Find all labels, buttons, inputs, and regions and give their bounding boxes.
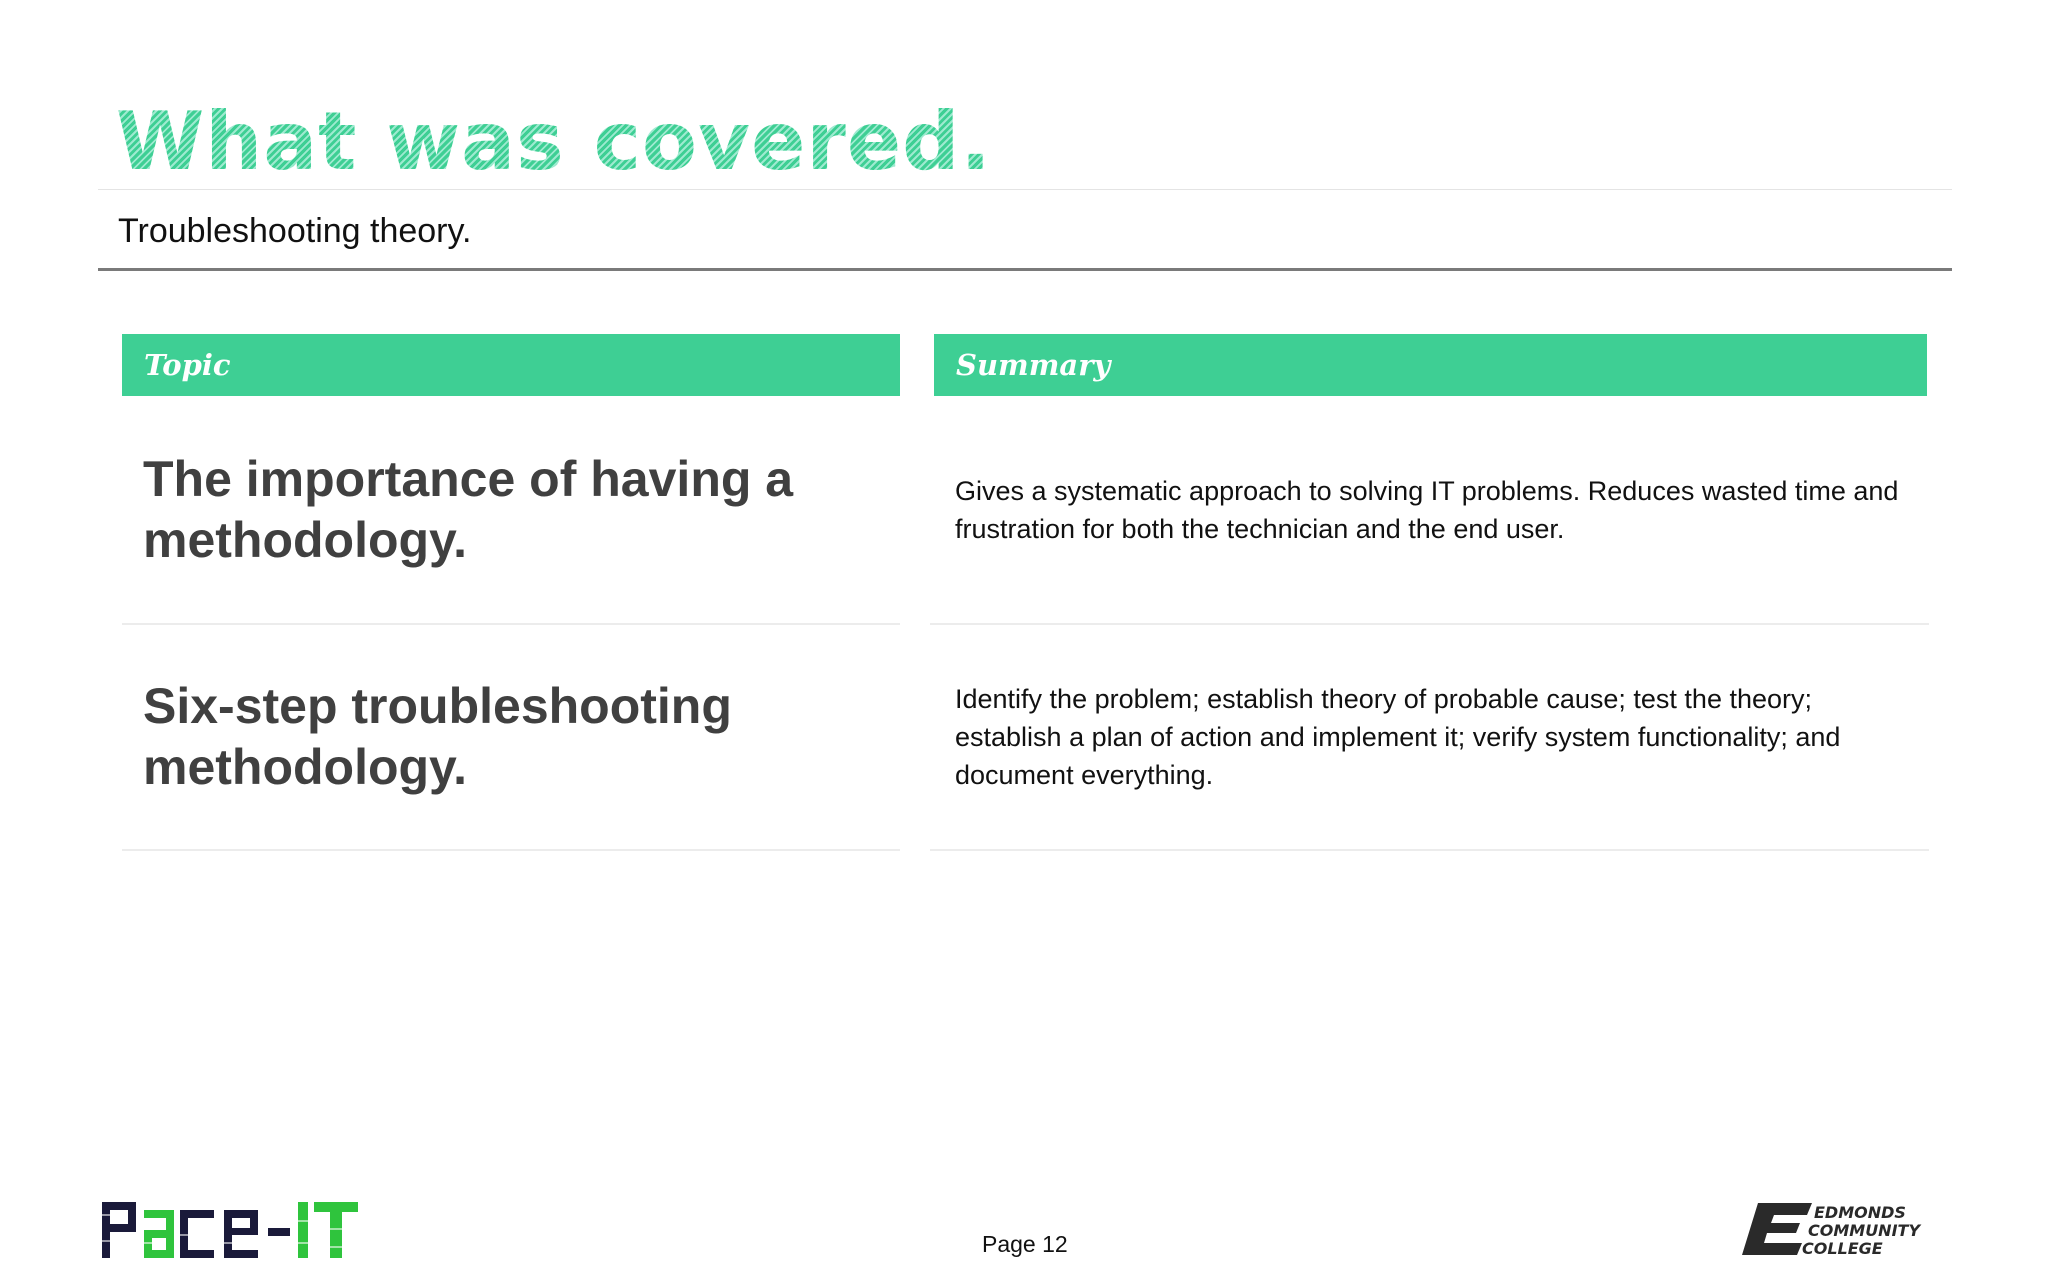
svg-text:COMMUNITY: COMMUNITY xyxy=(1808,1221,1921,1240)
title-divider xyxy=(98,189,1952,190)
svg-text:EDMONDS: EDMONDS xyxy=(1814,1203,1906,1222)
subtitle-divider xyxy=(98,268,1952,271)
table-row-1-summary: Gives a systematic approach to solving IT problems. Reduces wasted time and frustration for both the technician and the end user. xyxy=(955,476,1899,544)
table-row-2-topic: Six-step troubleshooting methodology. xyxy=(143,678,732,795)
table-row-2-divider-summary xyxy=(930,849,1929,851)
table-header-topic-label: Topic xyxy=(144,348,231,382)
pace-it-logo-graphic xyxy=(100,1198,390,1260)
pace-it-logo xyxy=(100,1198,390,1265)
svg-text:COLLEGE: COLLEGE xyxy=(1802,1239,1883,1257)
slide-subtitle: Troubleshooting theory. xyxy=(118,212,472,250)
table-row-1-divider-topic xyxy=(122,623,900,625)
edmonds-community-college-logo xyxy=(1742,1201,1947,1262)
table-row-1-topic: The importance of having a methodology. xyxy=(143,451,794,568)
table-row-1-divider-summary xyxy=(930,623,1929,625)
table-header-topic xyxy=(122,334,900,396)
table-row-2-divider-topic xyxy=(122,849,900,851)
edmonds-logo-graphic xyxy=(1742,1201,1947,1257)
table-header-summary-label: Summary xyxy=(956,348,1111,382)
page-number: Page 12 xyxy=(982,1231,1068,1257)
table-header-summary xyxy=(934,334,1927,396)
table-row-2-summary: Identify the problem; establish theory of probable cause; test the theory; establish a plan of action and implement it; verify system functionality; and document everything. xyxy=(955,684,1841,790)
slide-title: What was covered. xyxy=(116,95,992,188)
